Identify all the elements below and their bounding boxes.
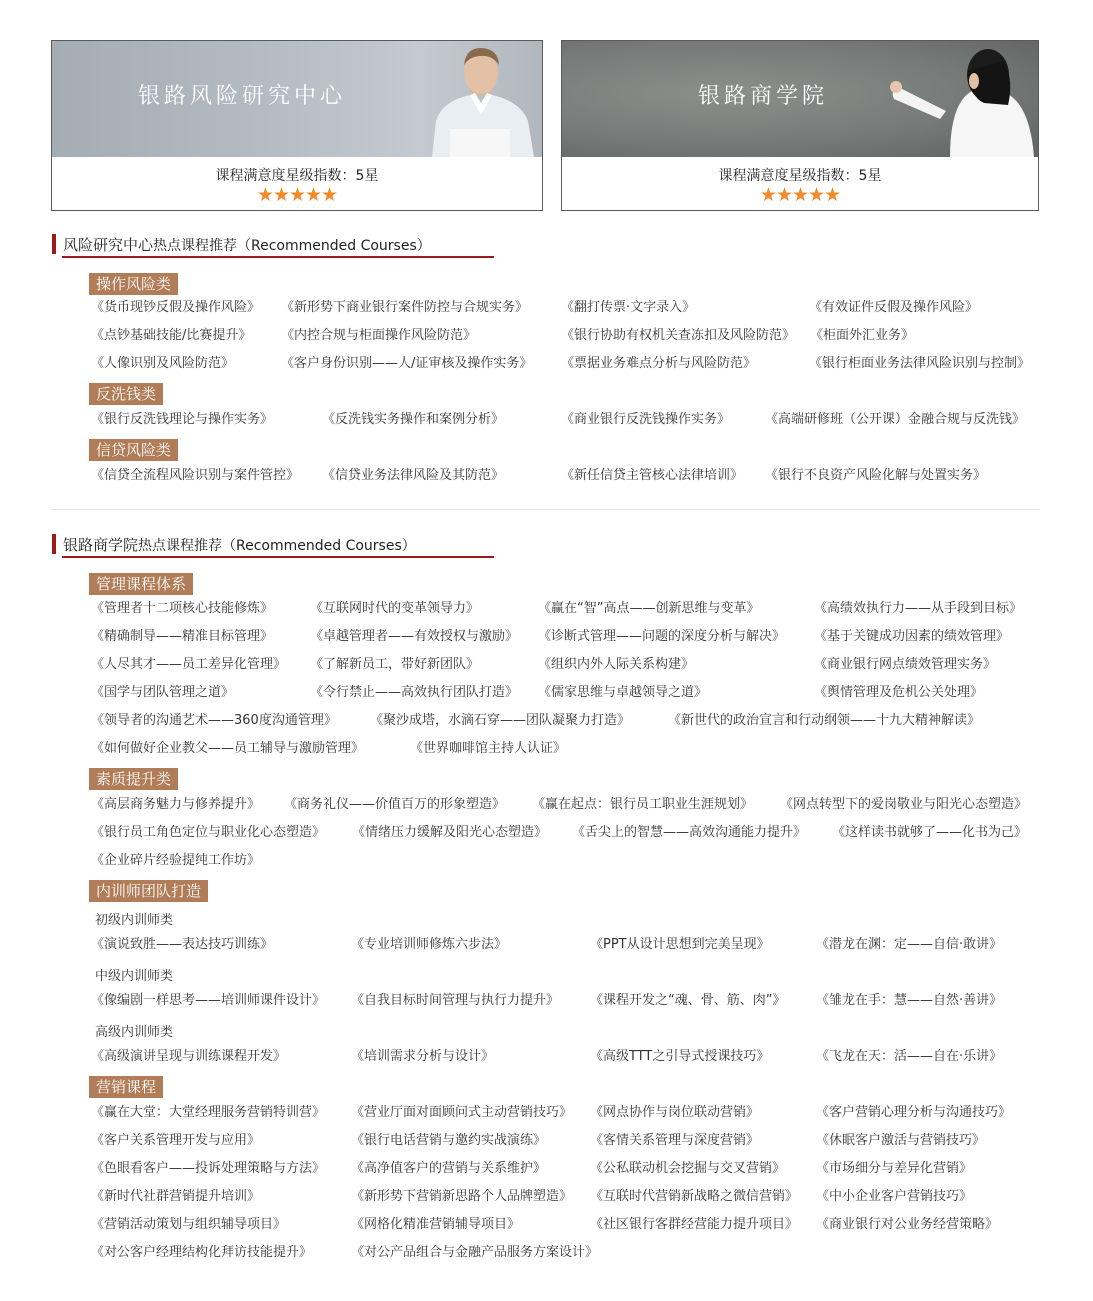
course-row [0, 354, 1093, 374]
course-link[interactable]: 《银行电话营销与邀约实战演练》 [351, 1133, 547, 1148]
category-marketing: 营销课程 [89, 1076, 163, 1098]
course-row [0, 1103, 1093, 1123]
course-link[interactable]: 《舆情管理及危机公关处理》 [814, 685, 984, 700]
course-row [0, 1187, 1093, 1207]
course-link[interactable]: 《市场细分与差异化营销》 [816, 1161, 973, 1176]
course-link[interactable]: 《社区银行客群经营能力提升项目》 [590, 1217, 799, 1232]
course-row [0, 739, 1093, 759]
course-link[interactable]: 《高层商务魅力与修养提升》 [91, 797, 261, 812]
course-link[interactable]: 《色眼看客户——投诉处理策略与方法》 [91, 1161, 326, 1176]
section-title-main: 风险研究中心 [63, 236, 154, 254]
course-link[interactable]: 《培训需求分析与设计》 [351, 1049, 495, 1064]
course-link[interactable]: 《网格化精准营销辅导项目》 [351, 1217, 521, 1232]
course-link[interactable]: 《高绩效执行力——从手段到目标》 [814, 601, 1023, 616]
course-row [0, 1215, 1093, 1235]
title-underline [62, 556, 494, 558]
course-link[interactable]: 《管理者十二项核心技能修炼》 [91, 601, 274, 616]
course-row [0, 1159, 1093, 1179]
course-link[interactable]: 《信贷业务法律风险及其防范》 [322, 468, 505, 483]
course-link[interactable]: 《货币现钞反假及操作风险》 [91, 300, 261, 315]
course-link[interactable]: 《公私联动机会挖掘与交叉营销》 [590, 1161, 786, 1176]
course-link[interactable]: 《赢在“智”高点——创新思维与变革》 [538, 601, 760, 616]
course-link[interactable]: 《休眠客户激活与营销技巧》 [816, 1133, 986, 1148]
section-divider [52, 509, 1040, 510]
course-link[interactable]: 《点钞基础技能/比赛提升》 [91, 328, 252, 343]
course-link[interactable]: 《企业碎片经验提纯工作坊》 [91, 853, 261, 868]
course-link[interactable]: 《新世代的政治宣言和行动纲领——十九大精神解读》 [668, 713, 981, 728]
course-link[interactable]: 《中小企业客户营销技巧》 [816, 1189, 973, 1204]
course-link[interactable]: 《PPT从设计思想到完美呈现》 [590, 937, 770, 952]
course-link[interactable]: 《商业银行对公业务经营策略》 [816, 1217, 999, 1232]
course-row [0, 935, 1093, 955]
course-link[interactable]: 《赢在起点：银行员工职业生涯规划》 [532, 797, 754, 812]
business-school-card[interactable] [561, 40, 1039, 211]
course-row [0, 326, 1093, 346]
section-title-sub: 热点课程推荐（Recommended Courses） [153, 238, 431, 254]
level-label-junior: 初级内训师类 [95, 913, 174, 928]
course-link[interactable]: 《对公客户经理结构化拜访技能提升》 [91, 1245, 313, 1260]
course-link[interactable]: 《情绪压力缓解及阳光心态塑造》 [352, 825, 548, 840]
star-rating: ★★★★★ [759, 184, 841, 206]
category-credit-risk: 信贷风险类 [89, 439, 178, 461]
banner-title: 银路风险研究中心 [138, 84, 347, 109]
course-row [0, 991, 1093, 1011]
star-rating: ★★★★★ [256, 184, 338, 206]
course-link[interactable]: 《自我目标时间管理与执行力提升》 [351, 993, 560, 1008]
course-link[interactable]: 《信贷全流程风险识别与案件管控》 [91, 468, 300, 483]
course-row [0, 599, 1093, 619]
course-link[interactable]: 《票据业务难点分析与风险防范》 [561, 356, 757, 371]
course-link[interactable]: 《客情关系管理与深度营销》 [590, 1133, 760, 1148]
teacher-photo [880, 41, 1038, 157]
course-link[interactable]: 《内控合规与柜面操作风险防范》 [281, 328, 477, 343]
title-accent-bar [52, 234, 56, 254]
course-link[interactable]: 《商业银行网点绩效管理实务》 [814, 657, 997, 672]
course-link[interactable]: 《对公产品组合与金融产品服务方案设计》 [351, 1245, 599, 1260]
course-row [0, 795, 1093, 815]
course-link[interactable]: 《令行禁止——高效执行团队打造》 [310, 685, 519, 700]
course-row [0, 655, 1093, 675]
course-link[interactable]: 《人尽其才——员工差异化管理》 [91, 657, 287, 672]
course-link[interactable]: 《网点协作与岗位联动营销》 [590, 1105, 760, 1120]
course-link[interactable]: 《高级TTT之引导式授课技巧》 [590, 1049, 770, 1064]
course-link[interactable]: 《客户身份识别——人/证审核及操作实务》 [281, 356, 533, 371]
course-row [0, 410, 1093, 430]
course-link[interactable]: 《新任信贷主管核心法律培训》 [561, 468, 744, 483]
course-link[interactable]: 《互联网时代的变革领导力》 [310, 601, 480, 616]
course-link[interactable]: 《新形势下营销新思路个人品牌塑造》 [351, 1189, 573, 1204]
course-link[interactable]: 《诊断式管理——问题的深度分析与解决》 [538, 629, 786, 644]
category-operational-risk: 操作风险类 [89, 273, 178, 295]
course-link[interactable]: 《组织内外人际关系构建》 [538, 657, 695, 672]
section-title-main: 银路商学院 [63, 536, 139, 554]
course-link[interactable]: 《演说致胜——表达技巧训练》 [91, 937, 274, 952]
course-row [0, 823, 1093, 843]
category-management: 管理课程体系 [89, 573, 193, 595]
course-link[interactable]: 《潜龙在渊：定——自信·敢讲》 [816, 937, 1003, 952]
course-link[interactable]: 《如何做好企业教父——员工辅导与激励管理》 [91, 741, 365, 756]
banner-title: 银路商学院 [698, 84, 829, 109]
course-link[interactable]: 《领导者的沟通艺术——360度沟通管理》 [91, 713, 337, 728]
course-link[interactable]: 《客户营销心理分析与沟通技巧》 [816, 1105, 1012, 1120]
course-link[interactable]: 《新时代社群营销提升培训》 [91, 1189, 261, 1204]
business-school-banner [562, 41, 1038, 157]
course-link[interactable]: 《商业银行反洗钱操作实务》 [561, 412, 731, 427]
course-link[interactable]: 《赢在大堂：大堂经理服务营销特训营》 [91, 1105, 326, 1120]
course-link[interactable]: 《银行员工角色定位与职业化心态塑造》 [91, 825, 326, 840]
businessman-photo [432, 41, 542, 157]
course-link[interactable]: 《聚沙成塔，水滴石穿——团队凝聚力打造》 [370, 713, 631, 728]
course-link[interactable]: 《高端研修班（公开课）金融合规与反洗钱》 [765, 412, 1026, 427]
course-link[interactable]: 《雏龙在手：慧——自然·善讲》 [816, 993, 1003, 1008]
level-label-senior: 高级内训师类 [95, 1025, 174, 1040]
course-row [0, 851, 1093, 871]
course-link[interactable]: 《了解新员工，带好新团队》 [310, 657, 480, 672]
course-link[interactable]: 《银行协助有权机关查冻扣及风险防范》 [561, 328, 796, 343]
course-link[interactable]: 《翻打传票·文字录入》 [561, 300, 696, 315]
course-link[interactable]: 《互联时代营销新战略之微信营销》 [590, 1189, 799, 1204]
course-link[interactable]: 《儒家思维与卓越领导之道》 [538, 685, 708, 700]
course-link[interactable]: 《舌尖上的智慧——高效沟通能力提升》 [572, 825, 807, 840]
course-link[interactable]: 《营业厅面对面顾问式主动营销技巧》 [351, 1105, 573, 1120]
course-link[interactable]: 《课程开发之“魂、骨、筋、肉”》 [590, 993, 786, 1008]
course-row [0, 298, 1093, 318]
satisfaction-text: 课程满意度星级指数：5星 [718, 168, 882, 184]
course-link[interactable]: 《卓越管理者——有效授权与激励》 [310, 629, 519, 644]
course-link[interactable]: 《营销活动策划与组织辅导项目》 [91, 1217, 287, 1232]
risk-center-card[interactable] [51, 40, 543, 211]
course-row [0, 711, 1093, 731]
course-link[interactable]: 《银行反洗钱理论与操作实务》 [91, 412, 274, 427]
section-title-sub: 热点课程推荐（Recommended Courses） [138, 538, 416, 554]
course-link[interactable]: 《有效证件反假及操作风险》 [809, 300, 979, 315]
course-link[interactable]: 《国学与团队管理之道》 [91, 685, 235, 700]
course-row [0, 466, 1093, 486]
course-link[interactable]: 《飞龙在天：活——自在·乐讲》 [816, 1049, 1003, 1064]
course-row [0, 1243, 1093, 1263]
risk-center-banner [52, 41, 542, 157]
category-anti-money-laundering: 反洗钱类 [89, 383, 163, 405]
course-link[interactable]: 《高级演讲呈现与训练课程开发》 [91, 1049, 287, 1064]
course-row [0, 1131, 1093, 1151]
course-row [0, 627, 1093, 647]
category-internal-trainer: 内训师团队打造 [89, 880, 208, 902]
course-link[interactable]: 《人像识别及风险防范》 [91, 356, 235, 371]
course-link[interactable]: 《专业培训师修炼六步法》 [351, 937, 508, 952]
course-row [0, 683, 1093, 703]
level-label-intermediate: 中级内训师类 [95, 969, 174, 984]
course-link[interactable]: 《世界咖啡馆主持人认证》 [410, 741, 567, 756]
course-link[interactable]: 《商务礼仪——价值百万的形象塑造》 [284, 797, 506, 812]
course-link[interactable]: 《新形势下商业银行案件防控与合规实务》 [281, 300, 529, 315]
course-link[interactable]: 《客户关系管理开发与应用》 [91, 1133, 261, 1148]
course-link[interactable]: 《高净值客户的营销与关系维护》 [351, 1161, 547, 1176]
course-link[interactable]: 《网点转型下的爱岗敬业与阳光心态塑造》 [780, 797, 1028, 812]
course-link[interactable]: 《基于关键成功因素的绩效管理》 [814, 629, 1010, 644]
course-link[interactable]: 《精确制导——精准目标管理》 [91, 629, 274, 644]
course-link[interactable]: 《银行不良资产风险化解与处置实务》 [765, 468, 987, 483]
category-quality-improvement: 素质提升类 [89, 768, 178, 790]
course-link[interactable]: 《反洗钱实务操作和案例分析》 [322, 412, 505, 427]
course-link[interactable]: 《像编剧一样思考——培训师课件设计》 [91, 993, 326, 1008]
satisfaction-text: 课程满意度星级指数：5星 [215, 168, 379, 184]
course-link[interactable]: 《柜面外汇业务》 [810, 328, 915, 343]
course-row [0, 1047, 1093, 1067]
title-accent-bar [52, 534, 56, 554]
course-link[interactable]: 《银行柜面业务法律风险识别与控制》 [809, 356, 1031, 371]
title-underline [62, 256, 494, 258]
course-link[interactable]: 《这样读书就够了——化书为己》 [832, 825, 1028, 840]
